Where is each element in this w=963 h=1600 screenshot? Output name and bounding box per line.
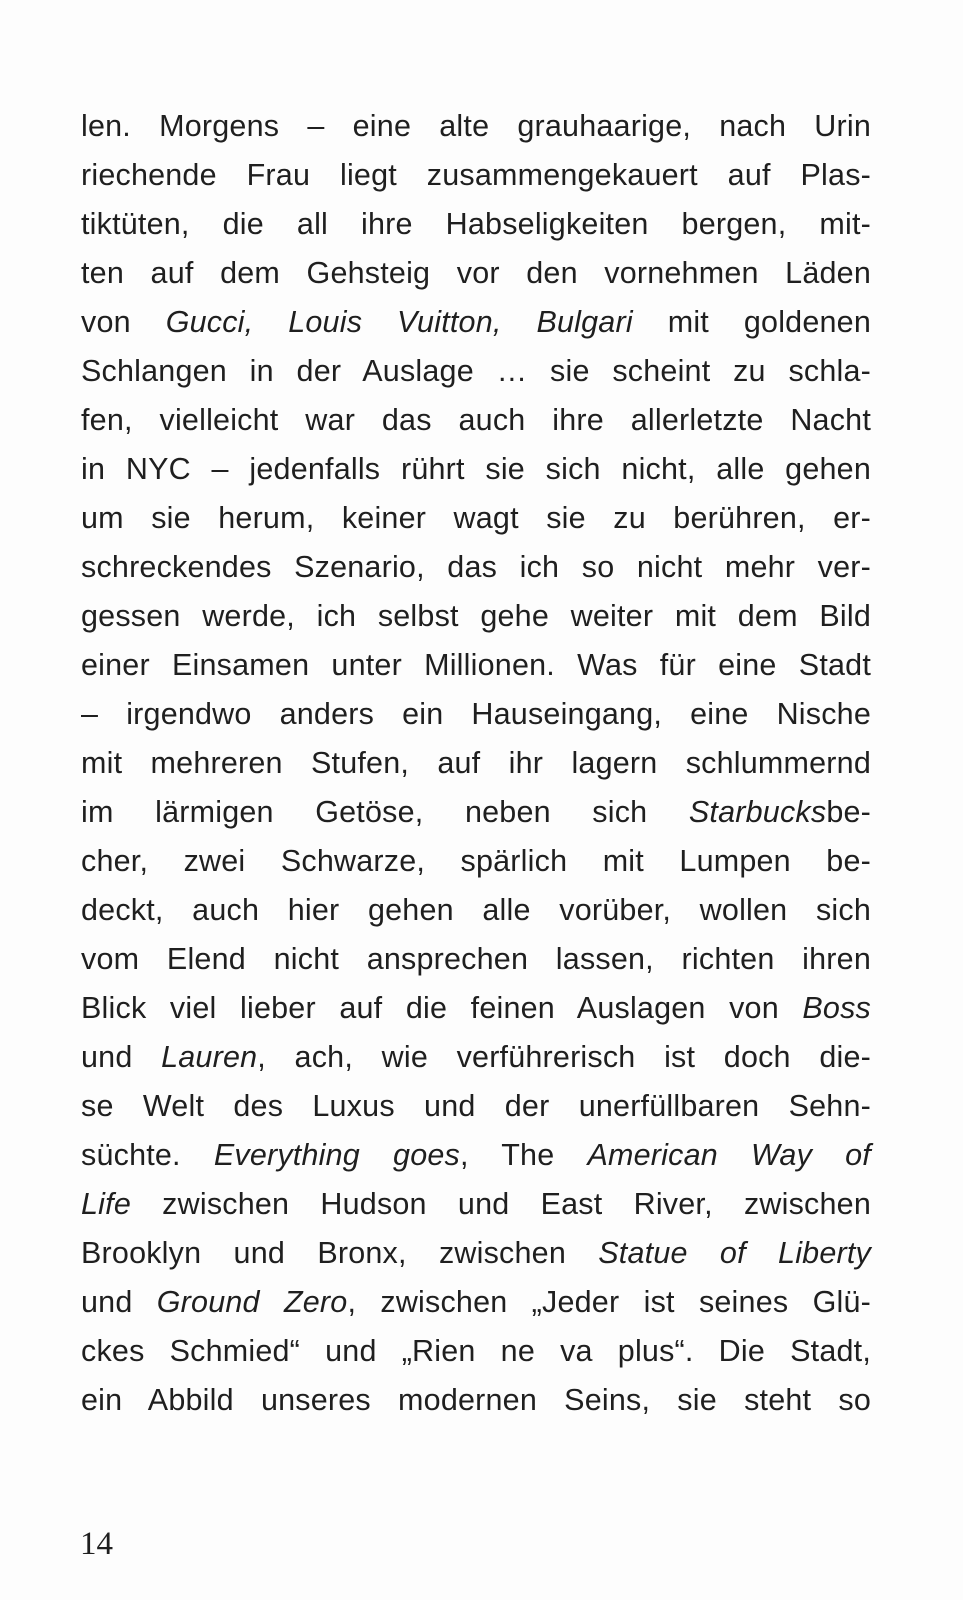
text-run: , ach, wie verführerisch ist doch die- — [257, 1040, 871, 1074]
text-run: schreckendes Szenario, das ich so nicht mehr ver- — [81, 550, 871, 584]
italic-text: Lauren — [161, 1040, 258, 1074]
page-number: 14 — [80, 1526, 113, 1562]
text-run: in NYC – jedenfalls rührt sie sich nicht, alle gehen — [81, 452, 871, 486]
text-line — [81, 298, 871, 347]
text-run: süchte. — [81, 1138, 214, 1172]
text-line — [81, 249, 871, 298]
italic-text: American Way of — [587, 1138, 871, 1172]
text-line — [81, 739, 871, 788]
text-run: von — [81, 305, 166, 339]
text-run: zwischen Hudson und East River, zwischen — [130, 1187, 871, 1221]
text-line — [81, 1376, 871, 1425]
text-run: se Welt des Luxus und der unerfüllbaren Sehn- — [81, 1089, 871, 1123]
italic-text: Gucci, Louis Vuitton, Bulgari — [165, 305, 633, 339]
text-line — [81, 886, 871, 935]
text-line — [81, 151, 871, 200]
text-run: mit mehreren Stufen, auf ihr lagern schlummernd — [81, 746, 871, 780]
text-line — [81, 543, 871, 592]
text-line — [81, 102, 871, 151]
text-line — [81, 690, 871, 739]
text-line — [81, 1327, 871, 1376]
italic-text: Statue of Liberty — [598, 1236, 871, 1270]
text-run: len. Morgens – eine alte grauhaarige, nach Urin — [81, 109, 871, 143]
text-run: und — [81, 1285, 157, 1319]
text-line — [81, 837, 871, 886]
text-line — [81, 984, 871, 1033]
text-line — [81, 347, 871, 396]
text-run: ein Abbild unseres modernen Seins, sie steht so — [81, 1383, 871, 1417]
text-line — [81, 1180, 871, 1229]
text-run: – irgendwo anders ein Hauseingang, eine Nische — [81, 697, 871, 731]
text-run: Brooklyn und Bronx, zwischen — [81, 1236, 599, 1270]
text-run: mit goldenen — [632, 305, 871, 339]
text-line — [81, 1033, 871, 1082]
text-run: riechende Frau liegt zusammengekauert auf Plas- — [81, 158, 871, 192]
text-run: Schlangen in der Auslage … sie scheint zu schla- — [81, 354, 871, 388]
text-line — [81, 494, 871, 543]
text-run: gessen werde, ich selbst gehe weiter mit dem Bild — [81, 599, 871, 633]
text-run: einer Einsamen unter Millionen. Was für eine Stadt — [81, 648, 871, 682]
italic-text: Starbucks — [688, 795, 827, 829]
text-line — [81, 641, 871, 690]
italic-text: Everything goes — [213, 1138, 460, 1172]
text-line — [81, 1278, 871, 1327]
text-run: , The — [459, 1138, 588, 1172]
text-line — [81, 935, 871, 984]
text-line — [81, 200, 871, 249]
text-line — [81, 1131, 871, 1180]
italic-text: Ground Zero — [156, 1285, 348, 1319]
text-line — [81, 1082, 871, 1131]
text-line — [81, 592, 871, 641]
text-run: be- — [826, 795, 871, 829]
text-run: im lärmigen Getöse, neben sich — [81, 795, 689, 829]
text-run: tiktüten, die all ihre Habseligkeiten bergen, mit- — [81, 207, 871, 241]
italic-text: Boss — [802, 991, 871, 1025]
text-run: ten auf dem Gehsteig vor den vornehmen Läden — [81, 256, 871, 290]
text-run: Blick viel lieber auf die feinen Auslagen von — [81, 991, 803, 1025]
text-run: cher, zwei Schwarze, spärlich mit Lumpen be- — [81, 844, 871, 878]
text-line — [81, 396, 871, 445]
text-line — [81, 445, 871, 494]
text-run: um sie herum, keiner wagt sie zu berühren, er- — [81, 501, 871, 535]
text-run: fen, vielleicht war das auch ihre allerletzte Nacht — [81, 403, 871, 437]
text-run: , zwischen „Jeder ist seines Glü- — [347, 1285, 871, 1319]
text-line — [81, 1229, 871, 1278]
text-run: vom Elend nicht ansprechen lassen, richten ihren — [81, 942, 871, 976]
text-line — [81, 788, 871, 837]
text-run: und — [81, 1040, 162, 1074]
italic-text: Life — [81, 1187, 131, 1221]
body-text — [81, 102, 871, 1425]
text-run: deckt, auch hier gehen alle vorüber, wollen sich — [81, 893, 871, 927]
text-run: ckes Schmied“ und „Rien ne va plus“. Die Stadt, — [81, 1334, 871, 1368]
